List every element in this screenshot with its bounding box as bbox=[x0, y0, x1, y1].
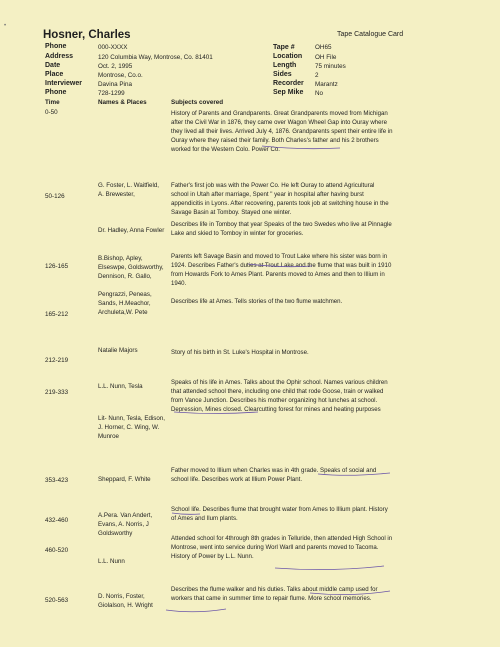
names-column-header: Names & Places bbox=[98, 99, 147, 106]
interviewee-name: Hosner, Charles bbox=[43, 29, 131, 41]
row-time: 432-460 bbox=[45, 517, 69, 524]
length-value: 75 minutes bbox=[315, 63, 346, 70]
row-names: Natalie Majors bbox=[98, 347, 138, 354]
row-names: Lit- Nunn, Tesla, Edison, J. Horner, C. Wing, W. Munroe bbox=[98, 415, 165, 440]
sep-mike-label: Sep Mike bbox=[273, 89, 304, 96]
interviewer-phone-value: 728-1299 bbox=[98, 90, 125, 97]
address-value: 120 Columbia Way, Montrose, Co. 81401 bbox=[98, 54, 213, 61]
row-names: A.Pera. Van Andert, Evans, A. Norris, J Goldsworthy bbox=[98, 512, 153, 537]
place-value: Montrose, Co.o. bbox=[98, 72, 143, 79]
recorder-label: Recorder bbox=[273, 80, 304, 87]
row-names: Pengrazzi, Peneas, Sands, H.Meachor, Archuleta,W. Pete bbox=[98, 291, 152, 316]
row-subjects: History of Parents and Grandparents. Great Grandparents moved from Michigan after the Civil War in 1876, they came over Wagon Wheel Gap into Ouray where they lived all their lives. Arrived July 4, 1876. Grandparents spent their entire life in Ouray where they raised their family. Both Charles's father and his 2 brothers worked for the Western Colo. Power Co. bbox=[171, 110, 393, 153]
row-subjects: School life. Describes flume that brought water from Ames to Illium plant. History of Ames and Ilum plants. bbox=[171, 506, 388, 522]
sides-label: Sides bbox=[273, 71, 292, 78]
phone-value: 000-XXXX bbox=[98, 44, 128, 51]
row-subjects: Describes life in Tomboy that year Speaks of the two Swedes who live at Pinnagle Lake and skied to Tomboy in winter for groceries. bbox=[171, 221, 392, 237]
row-time: 212-219 bbox=[45, 357, 69, 364]
row-subjects: Speaks of his life in Ames. Talks about the Ophir school. Names various children that attended school there, including one child that rode Goose, train or walked from Vance Junction. Describes his mother organizing hot lunches at school. Depression, Mines closed. Clearcutting forest for mines and heating purposes bbox=[171, 379, 388, 413]
row-subjects: Attended school for 4through 8th grades in Telluride, then attended High School in Montrose, went into service during Worl Warll and parents moved to Tacoma. History of Power by L.L. Nunn. bbox=[171, 535, 393, 560]
time-column-header: Time bbox=[45, 99, 60, 106]
row-names: D. Norris, Foster, Giolalson, H. Wright bbox=[98, 593, 153, 609]
row-subjects: Story of his birth in St. Luke's Hospital in Montrose. bbox=[171, 349, 309, 356]
interviewer-phone-label: Phone bbox=[45, 89, 67, 96]
sides-value: 2 bbox=[315, 72, 319, 79]
row-names: B.Bishop, Apley, Elseswpe, Goldsworthy, Dennison, R. Gallo, bbox=[98, 255, 164, 280]
date-label: Date bbox=[45, 62, 61, 69]
location-value: OH File bbox=[315, 54, 337, 61]
sep-mike-value: No bbox=[315, 90, 324, 97]
row-time: 0-50 bbox=[45, 109, 58, 116]
bullet-mark: • bbox=[4, 23, 7, 29]
row-time: 126-165 bbox=[45, 263, 69, 270]
place-label: Place bbox=[45, 71, 64, 78]
interviewer-label: Interviewer bbox=[45, 80, 82, 87]
row-time: 50-126 bbox=[45, 193, 65, 200]
row-time: 165-212 bbox=[45, 311, 69, 318]
row-time: 353-423 bbox=[45, 477, 69, 484]
row-subjects: Father's first job was with the Power Co. He left Ouray to attend Agricultural school in Utah after marriage, Spent " year in hospital after having burst appendicitis in Lyons. After recovering, parents took job at switching house in the Savage Basin at Tomboy. Stayed one winter. bbox=[171, 182, 389, 216]
length-label: Length bbox=[273, 62, 297, 69]
row-names: L.L. Nunn bbox=[98, 558, 125, 565]
row-subjects: Parents left Savage Basin and moved to Trout Lake where his sister was born in 1924. Describes Father's duties at Trout Lake and the flume that was built in 1910 from Howards Fork to Ames Plant. Parents moved to Ames and then to Illium in 1940. bbox=[171, 253, 392, 287]
row-subjects: Describes life at Ames. Tells stories of the two flume watchmen. bbox=[171, 298, 343, 305]
row-time: 460-520 bbox=[45, 547, 69, 554]
row-names: G. Foster, L. Waitfield, A. Brewester, bbox=[98, 182, 159, 198]
row-subjects: Describes the flume walker and his duties. Talks about middle camp used for workers that came in summer time to repair flume. More school memories. bbox=[171, 586, 378, 602]
catalogue-title: Tape Catalogue Card bbox=[337, 31, 404, 38]
recorder-value: Marantz bbox=[315, 81, 338, 88]
row-subjects: Father moved to Illium when Charles was in 4th grade. Speaks of social and school life. Describes work at Illium Power Plant. bbox=[171, 467, 377, 483]
row-time: 520-563 bbox=[45, 597, 69, 604]
tape-number-value: OH65 bbox=[315, 44, 332, 51]
location-label: Location bbox=[273, 53, 303, 60]
row-time: 219-333 bbox=[45, 389, 69, 396]
row-names: Dr. Hadley, Anna Fowler bbox=[98, 227, 165, 234]
address-label: Address bbox=[45, 53, 74, 60]
subjects-column-header: Subjects covered bbox=[171, 99, 224, 106]
tape-number-label: Tape # bbox=[273, 44, 295, 51]
phone-label: Phone bbox=[45, 43, 67, 50]
row-names: L.L. Nunn, Tesla bbox=[98, 383, 143, 390]
date-value: Oct. 2, 1995 bbox=[98, 63, 133, 70]
row-names: Sheppard, F. White bbox=[98, 476, 151, 483]
interviewer-value: Davina Pina bbox=[98, 81, 132, 88]
